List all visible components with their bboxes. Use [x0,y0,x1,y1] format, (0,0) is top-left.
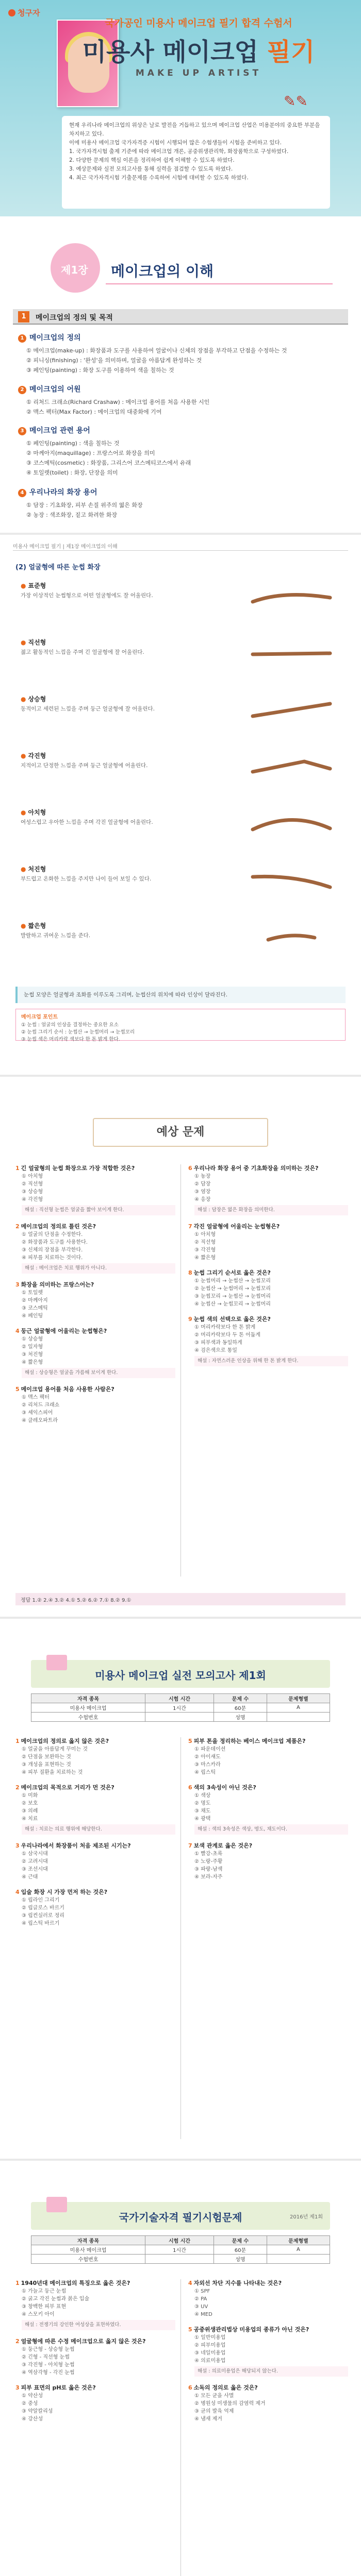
answer-option: ② 보호 [22,1801,38,1806]
explanation-note: 해설 : 메이크업은 치료 행위가 아니다. [22,1263,175,1274]
answer-option: ④ 의료미용업 [194,2358,226,2364]
question-text [15,1842,175,1850]
content-block: 1 메이크업의 정의 ① 메이크업(make-up) : 화장품과 도구를 사용하여 얼굴이나 신체의 장점을 부각하고 단점을 수정하는 것 ② 피니싱(finishing) : '완성'을 의미하며, 얼굴을 아름답게 완성하는 것 ③ 페인팅(painting) : 화장 도구를 이용하여 색을 칠하는 것 [18,332,343,375]
explanation-note: 해설 : 치료는 의료 행위에 해당한다. [22,1824,175,1835]
answer-option: ④ 치료 [22,1816,38,1822]
question-text [188,2326,348,2334]
question-number: 3 [15,2384,20,2391]
exam-header: 국가기술자격 필기시험문제 2016년 제1회 [31,2202,330,2230]
answer-option: ④ 클레오파트라 [22,1418,58,1423]
answer-option: ② 단점을 보완하는 것 [22,1754,71,1760]
chapter-title: 메이크업의 이해 [111,263,214,280]
answer-option: ① SPF [194,2289,210,2294]
answer-option: ④ 각진형 [22,1197,43,1202]
answer-option: ③ 파랑-남색 [194,1867,223,1872]
brow-shape-item: ● 아치형 여성스럽고 우아한 느낌을 주며 각진 얼굴형에 어울린다. [21,809,153,825]
question-text [188,1315,348,1324]
exam-info-table: 자격 종목 시험 시간 문제 수 문제형별 미용사 메이크업 1시간 60문 A 수험번호 성명 [31,1693,330,1722]
question-text [188,1223,348,1231]
answer-option: ② 피부미용업 [194,2343,226,2348]
question-column [188,2279,348,2430]
question-text [15,1327,175,1335]
question-column [15,1164,175,1432]
answer-option: ③ 균의 발육 억제 [194,2409,234,2414]
explanation-note: 해설 : 상승형은 얼굴을 갸름해 보이게 한다. [22,1368,175,1378]
question-text [15,1164,175,1173]
answer-option: ③ 마스카라 [194,1762,221,1768]
explanation-note: 해설 : 의료미용업은 해당되지 않는다. [194,2366,348,2377]
brow-shape-item: ● 각진형 지적이고 단정한 느낌을 주며 둥근 얼굴형에 어울린다. [21,752,148,769]
question-stem: 각진 얼굴형에 어울리는 눈썹형은? [193,1223,280,1230]
question-stem: 우리나라 화장 용어 중 기초화장을 의미하는 것은? [193,1165,319,1172]
answer-option: ① 빨강-초록 [194,1851,223,1857]
answer-option: ① 토일렛 [22,1290,43,1296]
makeup-brush-icon: ✎✎ [284,93,308,110]
question-text [188,1269,348,1277]
answer-option: ④ 근대 [22,1874,38,1880]
question-stem: 자외선 차단 지수를 나타내는 것은? [193,2280,282,2286]
question-text [15,1223,175,1231]
answer-option: ① 얼굴을 아름답게 꾸미는 것 [22,1747,88,1752]
question-column [15,2279,175,2430]
question-item [188,1269,348,1308]
answer-option: ① 맥스 팩터 [22,1395,50,1400]
answer-option: ③ 조선시대 [22,1867,48,1872]
explanation-note: 해설 : 색의 3속성은 색상, 명도, 채도이다. [194,1824,348,1835]
answer-option: ④ 검은색으로 통일 [194,1348,237,1353]
answer-option: ② 마께아지 [22,1298,48,1303]
question-item [15,1164,175,1215]
brow-shape-item: ● 짧은형 발랄하고 귀여운 느낌을 준다. [21,922,91,939]
answer-option: ① 약산성 [22,2393,43,2399]
question-text [15,1888,175,1896]
answer-option: ③ 상승형 [22,1189,43,1195]
tip-note: 눈썹 모양은 얼굴형과 조화를 이루도록 그리며, 눈썹산의 위치에 따라 인상이 달라진다. [15,987,346,1003]
answer-option: ② 립글로스 바르기 [22,1905,64,1911]
subsection-heading: (2) 얼굴형에 따른 눈썹 화장 [15,564,101,571]
explanation-note: 해설 : 담장은 엷은 화장을 의미한다. [194,1205,348,1215]
question-text [15,1737,175,1745]
answer-option: ② PA [194,2296,207,2302]
answer-option: ④ 립스틱 바르기 [22,1921,60,1926]
question-stem: 메이크업의 정의로 틀린 것은? [21,1223,96,1230]
answer-option: ④ 눈썹산 → 눈썹꼬리 → 눈썹머리 [194,1301,271,1307]
answer-option: ③ 창백한 피부 표현 [22,2304,67,2310]
intro-text: 현재 우리나라 메이크업의 위상은 날로 발전을 거듭하고 있으며 메이크업 산업은 미용분야의 중요한 부분을 차지하고 있다. 이에 미용사 메이크업 국가자격증 시험이 시행되어 많은 수험생들이 시험을 준비하고 있다. 1. 국가자격시험 출제 기준에 따라 메이크업 개론, 공중위생관리학, 화장품학으로 구성하였다. 2. 다양한 문제의 핵심 이론을 정리하여 쉽게 이해할 수 있도록 하였다. 3. 예상문제와 실전 모의고사를 통해 실력을 점검할 수 있도록 하였다. 4. 최근 국가자격시험 기출문제를 수록하여 시험에 대비할 수 있도록 하였다. [62,116,330,209]
page-4 [0,1619,361,2161]
exam-header: 미용사 메이크업 실전 모의고사 제1회 [31,1660,330,1688]
answer-option: ④ MED [194,2312,212,2317]
answer-option: ② 아이섀도 [194,1754,221,1760]
answer-option: ④ 보라-자주 [194,1874,223,1880]
question-stem: 메이크업의 정의로 옳지 않은 것은? [21,1738,109,1744]
answer-option: ② 일자형 [22,1344,43,1350]
answer-option: ③ 처진형 [22,1352,43,1358]
answer-option: ① 미화 [22,1793,38,1799]
question-item [188,1223,348,1262]
chapter-badge: 제1장 [51,243,100,293]
question-stem: 소독의 정의로 옳은 것은? [193,2384,258,2391]
brow-shape-item: ● 상승형 동적이고 세련된 느낌을 주며 둥근 얼굴형에 잘 어울린다. [21,696,155,712]
cover-banner [0,0,361,216]
question-item [15,1385,175,1425]
question-number: 9 [188,1316,192,1323]
answer-option: ③ 각진형 [194,1247,216,1253]
question-number: 2 [15,1223,20,1230]
answer-option: ① 파운데이션 [194,1747,226,1752]
question-stem: 눈썹 그리기 순서로 옳은 것은? [193,1269,271,1276]
question-stem: 보색 관계로 옳은 것은? [193,1842,253,1849]
question-item [188,2384,348,2423]
question-item [15,1327,175,1378]
content-block: 3 메이크업 관련 용어 ① 페인팅(painting) : 색을 칠하는 것 ② 마께아지(maquillage) : 프랑스어로 화장을 의미 ③ 코스메틱(cosmetic) : 화장품, 그리스어 코스메티코스에서 유래 ④ 토일렛(toilet) : 화장, 단장을 의미 [18,425,343,478]
question-stem: 공중위생관리법상 미용업의 종류가 아닌 것은? [193,2326,309,2333]
question-item [15,1737,175,1776]
answer-option: ① 일반미용업 [194,2335,226,2341]
question-stem: 메이크업 용어를 처음 사용한 사람은? [21,1386,114,1393]
question-text [15,1784,175,1792]
question-text [188,1737,348,1745]
question-number: 3 [15,1842,20,1849]
question-number: 1 [15,2280,20,2286]
question-stem: 색의 3속성이 아닌 것은? [193,1784,256,1791]
question-number: 3 [15,1281,20,1288]
section-header: 1 메이크업의 정의 및 목적 [13,309,348,325]
question-stem: 피부 표면의 pH로 옳은 것은? [21,2384,96,2391]
question-text [15,1385,175,1394]
question-number: 4 [15,1328,20,1334]
explanation-note: 해설 : 자연스러운 인상을 위해 한 톤 밝게 한다. [194,1356,348,1366]
answer-option: ④ 피부 질환을 치료하는 것 [22,1770,83,1775]
question-item [15,1281,175,1320]
answer-option: ④ 스모키 아이 [22,2312,55,2317]
eyebrow-illustration [248,586,335,607]
answer-option: ② 눈썹산 → 눈썹머리 → 눈썹꼬리 [194,1286,271,1292]
answer-option: ② 리처드 크래쇼 [22,1402,60,1408]
answer-option: ② 명도 [194,1801,211,1806]
answer-option: ③ 신체의 장점을 부각한다. [22,1247,83,1253]
answer-option: ④ 응장 [194,1197,211,1202]
question-item [15,1888,175,1927]
answer-option: ④ 짧은형 [194,1255,216,1261]
answer-key: 정답 1.② 2.④ 3.② 4.① 5.② 6.② 7.① 8.② 9.① [15,1593,346,1605]
question-text [188,2279,348,2287]
answer-option: ② 노랑-주황 [194,1859,223,1865]
page-title: 예상 문제 [93,1118,268,1147]
question-text [15,2384,175,2392]
answer-option: ① 모든 균을 사멸 [194,2393,234,2399]
question-stem: 피부 톤을 정리하는 베이스 메이크업 제품은? [193,1738,306,1744]
question-item [188,1315,348,1366]
question-stem: 우리나라에서 화장품이 처음 제조된 시기는? [21,1842,131,1849]
question-stem: 화장을 의미하는 프랑스어는? [21,1281,94,1288]
question-number: 6 [188,1784,192,1791]
logo-mark-icon [8,9,15,16]
answer-option: ② 굵고 각진 눈썹과 붉은 입술 [22,2296,90,2302]
question-number: 4 [188,2280,192,2286]
answer-option: ③ 의례 [22,1808,38,1814]
question-number: 7 [188,1223,192,1230]
answer-option: ③ 피부색과 동일하게 [194,1340,242,1346]
question-number: 1 [15,1165,20,1172]
question-item [188,1842,348,1881]
answer-option: ③ 눈썹꼬리 → 눈썹산 → 눈썹머리 [194,1294,271,1299]
question-number: 8 [188,1269,192,1276]
question-item [188,2326,348,2377]
question-text [15,2279,175,2287]
eyebrow-illustration [248,926,335,947]
answer-option: ① 색상 [194,1793,211,1799]
content-block: 4 우리나라의 화장 용어 ① 담장 : 기초화장, 피부 손질 위주의 엷은 화장 ② 농장 : 색조화장, 짙고 화려한 화장 [18,487,343,520]
answer-option: ③ 네일미용업 [194,2350,226,2356]
explanation-note: 해설 : 전쟁기의 강인한 여성상을 표현하였다. [22,2320,175,2330]
question-column [188,1164,348,1374]
answer-option: ① 아치형 [22,1174,43,1179]
question-item [15,1784,175,1835]
cover-subtitle: MAKE UP ARTIST [135,68,262,78]
question-number: 2 [15,2338,20,2345]
chapter-divider [106,283,333,284]
eyebrow-illustration [248,756,335,777]
answer-option: ② 머리카락보다 두 톤 어둡게 [194,1332,260,1338]
brow-shape-item: ● 직선형 젊고 활동적인 느낌을 주며 긴 얼굴형에 잘 어울린다. [21,639,144,655]
answer-option: ③ 약알칼리성 [22,2409,53,2414]
question-stem: 둥근 얼굴형에 어울리는 눈썹형은? [21,1328,107,1334]
answer-option: ③ 개성을 표현하는 것 [22,1762,71,1768]
question-text [188,1842,348,1850]
page-1 [0,0,361,535]
answer-option: ① 립라인 그리기 [22,1897,60,1903]
question-number: 6 [188,1165,192,1172]
answer-option: ① 눈썹머리 → 눈썹산 → 눈썹꼬리 [194,1278,271,1284]
question-stem: 메이크업의 목적으로 거리가 먼 것은? [21,1784,114,1791]
question-text [15,1281,175,1289]
question-number: 5 [15,1386,20,1393]
question-stem: 1940년대 메이크업의 특징으로 옳은 것은? [21,2280,130,2286]
answer-option: ② 긴형 - 직선형 눈썹 [22,2354,70,2360]
question-stem: 입술 화장 시 가장 먼저 하는 것은? [21,1889,108,1895]
question-text [188,1784,348,1792]
question-item [15,2337,175,2377]
answer-option: ① 아치형 [194,1232,216,1238]
question-item [188,1164,348,1215]
question-number: 7 [188,1842,192,1849]
answer-option: ③ 셰익스피어 [22,1410,53,1416]
answer-option: ③ 염장 [194,1189,211,1195]
answer-option: ④ 냄새 제거 [194,2416,222,2422]
question-number: 5 [188,1738,192,1744]
answer-option: ① 머리카락보다 한 톤 밝게 [194,1325,256,1330]
answer-option: ② 화장품과 도구를 사용한다. [22,1240,88,1245]
question-column [15,1737,175,1935]
eyebrow-illustration [248,870,335,890]
answer-option: ④ 역삼각형 - 각진 눈썹 [22,2370,75,2376]
eyebrow-illustration [248,813,335,834]
brow-shape-item: ● 처진형 부드럽고 온화한 느낌을 주지만 나이 들어 보일 수 있다. [21,866,152,882]
question-text [188,1164,348,1173]
eyebrow-illustration [248,643,335,664]
question-item [188,1784,348,1835]
question-number: 1 [15,1738,20,1744]
page-5 [0,2161,361,2576]
cover-kicker: 국가공인 미용사 메이크업 필기 합격 수험서 [105,18,292,29]
answer-option: ③ 각진형 - 아치형 눈썹 [22,2362,75,2368]
question-item [15,2279,175,2330]
tip-box: 메이크업 포인트 ① 눈썹 : 얼굴의 인상을 결정하는 중요한 요소 ② 눈썹 그리기 순서 : 눈썹산 → 눈썹머리 → 눈썹꼬리 ③ 눈썹 색은 머리카락 색보다 한 톤 밝게 한다. [15,1009,346,1041]
answer-option: ① 둥근형 - 상승형 눈썹 [22,2347,75,2352]
question-stem: 얼굴형에 따른 수정 메이크업으로 옳지 않은 것은? [21,2338,146,2345]
question-number: 6 [188,2384,192,2391]
answer-option: ③ 채도 [194,1808,211,1814]
question-item [15,1842,175,1881]
answer-option: ③ UV [194,2304,208,2310]
cover-title: 미용사 메이크업 필기 [82,38,315,66]
answer-option: ④ 짧은형 [22,1360,43,1365]
answer-option: ② 중성 [22,2401,38,2406]
answer-option: ② 병원성 미생물의 감염력 제거 [194,2401,266,2406]
answer-option: ④ 강산성 [22,2416,43,2422]
question-stem: 긴 얼굴형의 눈썹 화장으로 가장 적합한 것은? [21,1165,135,1172]
content-block: 2 메이크업의 어원 ① 리처드 크래쇼(Richard Crashaw) : 메이크업 용어를 처음 사용한 시인 ② 맥스 팩터(Max Factor) : 메이크업의 대중화에 기여 [18,384,343,417]
page-2 [0,535,361,1077]
question-number: 2 [15,1784,20,1791]
answer-option: ① 농장 [194,1174,211,1179]
answer-option: ② 직선형 [22,1181,43,1187]
question-item [15,2384,175,2423]
question-number: 5 [188,2326,192,2333]
answer-option: ① 가늘고 둥근 눈썹 [22,2289,67,2294]
answer-option: ① 상승형 [22,1336,43,1342]
answer-option: ③ 립컨실러로 정리 [22,1913,64,1919]
explanation-note: 해설 : 직선형 눈썹은 얼굴을 짧아 보이게 한다. [22,1205,175,1215]
question-number: 4 [15,1889,20,1895]
answer-option: ④ 페인팅 [22,1313,43,1319]
question-stem: 눈썹 색의 선택으로 옳은 것은? [193,1316,271,1323]
exam-info-table: 자격 종목 시험 시간 문제 수 문제형별 미용사 메이크업 1시간 60문 A 수험번호 성명 [31,2235,330,2264]
question-text [15,2337,175,2346]
page-3 [0,1077,361,1619]
question-text [188,2384,348,2392]
answer-option: ② 담장 [194,1181,211,1187]
question-item [188,2279,348,2318]
brow-shape-item: ● 표준형 가장 이상적인 눈썹형으로 어떤 얼굴형에도 잘 어울린다. [21,582,153,599]
answer-option: ① 얼굴의 단점을 수정한다. [22,1232,83,1238]
running-head: 미용사 메이크업 필기 | 제1장 메이크업의 이해 [13,544,118,550]
answer-option: ② 고려시대 [22,1859,48,1865]
question-column [188,1737,348,1888]
answer-option: ③ 코스메틱 [22,1306,48,1311]
question-item [188,1737,348,1776]
publisher-logo: 청구자 [8,7,40,18]
answer-option: ④ 광택 [194,1816,211,1822]
answer-option: ② 직선형 [194,1240,216,1245]
answer-option: ④ 피부를 치료하는 것이다. [22,1255,83,1261]
question-item [15,1223,175,1274]
answer-option: ① 삼국시대 [22,1851,48,1857]
answer-option: ④ 립스틱 [194,1770,216,1775]
eyebrow-illustration [248,700,335,720]
